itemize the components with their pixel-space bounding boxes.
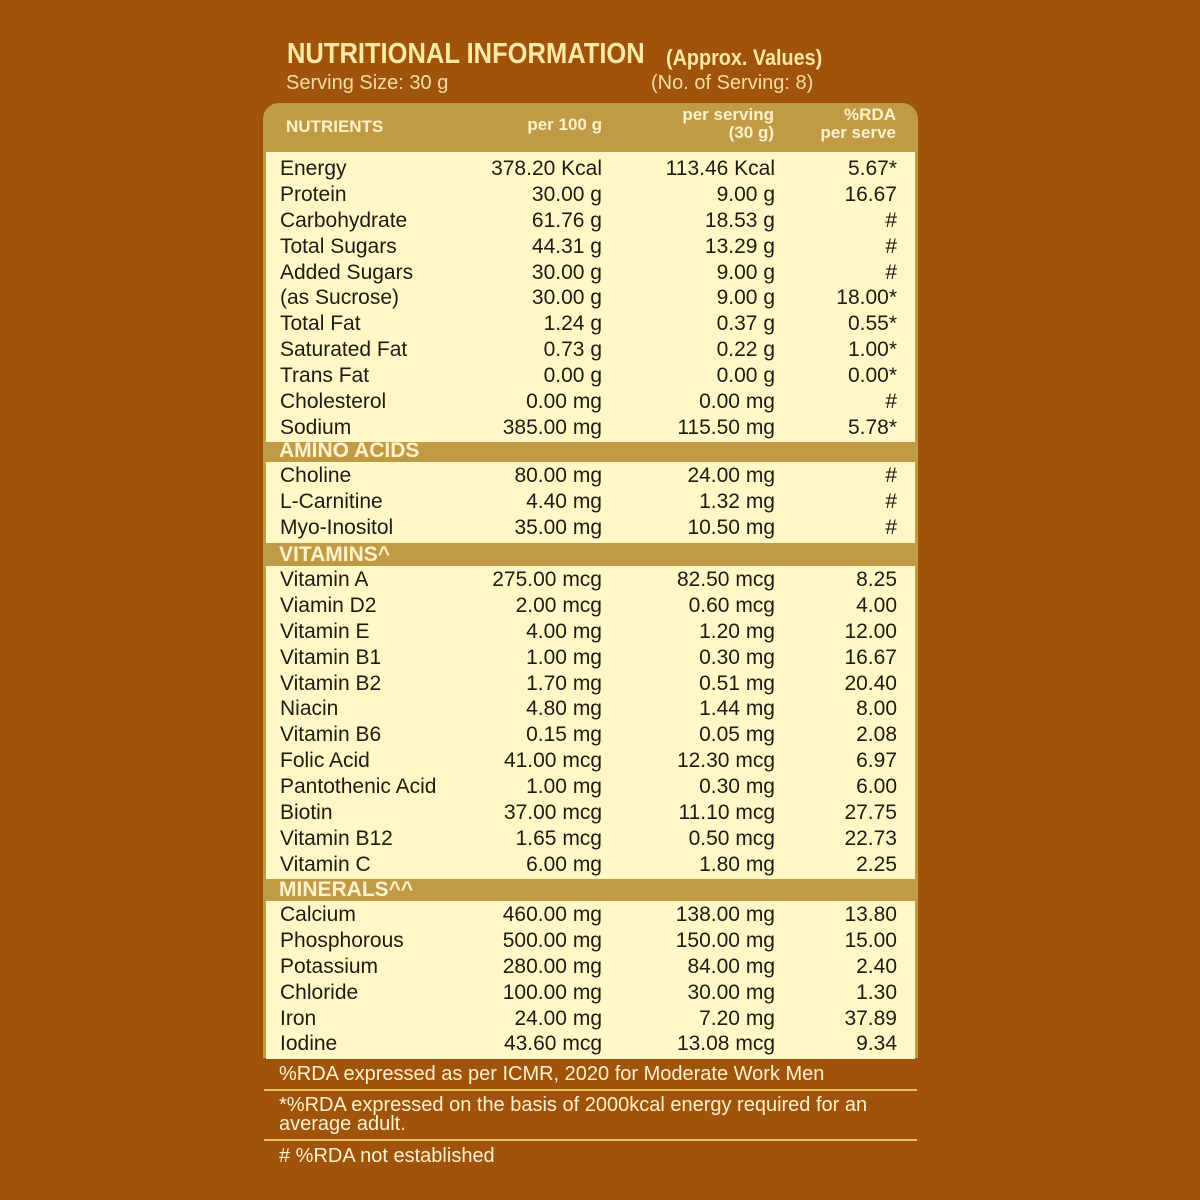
nutrient-name: Niacin (280, 697, 339, 721)
value-rda: # (885, 515, 897, 539)
value-per-serving: 150.00 mg (675, 928, 775, 952)
value-per-100g: 30.00 g (531, 286, 602, 310)
section-minerals: MINERALS^^ (279, 878, 414, 901)
value-per-100g: 24.00 mg (514, 1006, 602, 1030)
value-per-serving: 0.50 mcg (688, 826, 775, 850)
vitamins-block (266, 566, 915, 879)
value-per-100g: 41.00 mcg (503, 749, 602, 773)
table-row (266, 234, 915, 260)
value-rda: 16.67 (844, 182, 897, 206)
value-rda: # (885, 234, 897, 258)
table-row (266, 415, 915, 441)
nutrient-name: Myo-Inositol (280, 515, 394, 539)
value-per-serving: 9.00 g (716, 260, 775, 284)
value-per-100g: 30.00 g (531, 260, 602, 284)
nutrition-table (263, 103, 918, 1058)
value-per-100g: 1.65 mcg (515, 826, 602, 850)
value-per-serving: 9.00 g (716, 182, 775, 206)
footnote-energy-line1: *%RDA expressed on the basis of 2000kcal energy required for an (279, 1094, 868, 1116)
value-per-100g: 4.00 mg (526, 619, 602, 643)
value-per-serving: 82.50 mcg (676, 568, 775, 591)
value-rda: # (885, 464, 897, 487)
nutrient-name: Protein (280, 182, 347, 206)
table-row (266, 363, 915, 389)
value-per-100g: 0.00 mg (526, 390, 602, 414)
footnote-energy-line2: average adult. (279, 1113, 406, 1135)
value-rda: 4.00 (856, 593, 897, 617)
value-per-100g: 0.73 g (543, 338, 602, 362)
nutrient-name: Vitamin B1 (280, 645, 382, 669)
value-per-100g: 43.60 mcg (503, 1032, 602, 1056)
nutrient-name: Energy (280, 157, 347, 180)
table-row (266, 285, 915, 311)
value-per-serving: 0.22 g (716, 338, 775, 362)
value-per-serving: 30.00 mg (687, 980, 775, 1004)
column-header-rda-line1: %RDA (844, 105, 896, 124)
value-per-serving: 0.60 mcg (688, 593, 775, 617)
table-row (266, 722, 915, 748)
value-per-serving: 24.00 mg (687, 464, 775, 487)
nutrient-name: Vitamin B6 (280, 723, 382, 747)
table-row (266, 645, 915, 671)
nutrient-name: Folic Acid (280, 749, 370, 773)
table-row (266, 980, 915, 1006)
nutrient-name: Vitamin B12 (280, 826, 393, 850)
value-rda: 16.67 (844, 645, 897, 669)
table-row (266, 311, 915, 337)
value-per-serving: 0.00 mg (699, 390, 775, 414)
value-rda: 0.00* (847, 364, 897, 388)
table-row (266, 852, 915, 878)
table-row (266, 156, 915, 182)
value-rda: # (885, 390, 897, 414)
value-per-serving: 12.30 mcg (676, 749, 775, 773)
value-per-100g: 378.20 Kcal (491, 157, 602, 180)
nutrient-name: Vitamin B2 (280, 671, 382, 695)
value-rda: 18.00* (836, 286, 897, 310)
value-rda: 2.40 (856, 954, 897, 978)
page-title: NUTRITIONAL INFORMATION (287, 38, 645, 70)
serving-size: Serving Size: 30 g (286, 72, 449, 94)
divider (264, 1089, 917, 1091)
table-row (266, 826, 915, 852)
value-per-serving: 13.29 g (704, 234, 775, 258)
footnote-icmr: %RDA expressed as per ICMR, 2020 for Moderate Work Men (279, 1063, 825, 1085)
value-per-100g: 275.00 mcg (492, 568, 602, 591)
section-amino-acids: AMINO ACIDS (279, 439, 420, 462)
value-rda: 37.89 (844, 1006, 897, 1030)
value-per-serving: 0.37 g (716, 312, 775, 336)
footnote-rda-not-established: # %RDA not established (279, 1145, 495, 1167)
table-row (266, 1006, 915, 1032)
nutrient-name: Vitamin A (280, 568, 369, 591)
value-per-100g: 280.00 mg (502, 954, 602, 978)
value-rda: 12.00 (844, 619, 897, 643)
value-rda: 13.80 (844, 903, 897, 926)
nutrient-name: Vitamin E (280, 619, 370, 643)
nutrient-name: Sodium (280, 415, 352, 439)
nutrient-name: Cholesterol (280, 390, 387, 414)
value-per-100g: 1.00 mg (526, 645, 602, 669)
value-per-100g: 37.00 mcg (503, 801, 602, 825)
value-rda: 1.30 (856, 980, 897, 1004)
table-row (266, 593, 915, 619)
table-row (266, 748, 915, 774)
value-rda: # (885, 260, 897, 284)
minerals-block (266, 901, 915, 1059)
value-per-100g: 6.00 mg (526, 852, 602, 876)
nutrient-name: (as Sucrose) (280, 286, 400, 310)
value-per-100g: 35.00 mg (514, 515, 602, 539)
value-per-100g: 460.00 mg (502, 903, 602, 926)
value-rda: # (885, 208, 897, 232)
value-per-100g: 100.00 mg (502, 980, 602, 1004)
number-of-servings: (No. of Serving: 8) (651, 72, 814, 94)
table-row (266, 182, 915, 208)
value-per-100g: 80.00 mg (514, 464, 602, 487)
value-per-serving: 115.50 mg (677, 415, 775, 439)
nutrient-name: Carbohydrate (280, 208, 408, 232)
approx-values-label: (Approx. Values) (666, 45, 823, 70)
nutrient-name: Viamin D2 (280, 593, 377, 617)
value-per-serving: 7.20 mg (699, 1006, 775, 1030)
table-row (266, 671, 915, 697)
column-header-per-serving-line2: (30 g) (728, 123, 774, 142)
value-per-100g: 44.31 g (531, 234, 602, 258)
table-row (266, 260, 915, 286)
value-rda: 15.00 (844, 928, 897, 952)
table-row (266, 1031, 915, 1057)
value-rda: 5.78* (847, 415, 897, 439)
nutrient-name: Calcium (280, 903, 356, 926)
value-rda: 27.75 (844, 801, 897, 825)
divider (264, 1139, 917, 1141)
value-per-serving: 11.10 mcg (678, 801, 775, 825)
footnote-energy-basis (279, 1096, 867, 1134)
value-rda: 8.00 (856, 697, 897, 721)
value-per-100g: 4.80 mg (526, 697, 602, 721)
value-per-100g: 4.40 mg (526, 489, 602, 513)
nutrient-name: Phosphorous (280, 928, 404, 952)
value-rda: 20.40 (844, 671, 897, 695)
value-per-serving: 84.00 mg (687, 954, 775, 978)
table-row (266, 902, 915, 928)
value-rda: 9.34 (856, 1032, 897, 1056)
table-row (266, 567, 915, 593)
value-per-100g: 0.15 mg (526, 723, 602, 747)
value-rda: 0.55* (847, 312, 897, 336)
value-per-serving: 113.46 Kcal (665, 157, 775, 180)
table-row (266, 389, 915, 415)
table-row (266, 774, 915, 800)
table-row (266, 208, 915, 234)
value-rda: 22.73 (844, 826, 897, 850)
nutrient-name: Potassium (280, 954, 379, 978)
table-row (266, 515, 915, 541)
table-row (266, 928, 915, 954)
value-per-serving: 1.44 mg (699, 697, 775, 721)
value-rda: 2.08 (856, 723, 897, 747)
value-per-serving: 138.00 mg (675, 903, 775, 926)
section-vitamins: VITAMINS^ (279, 543, 391, 566)
table-row (266, 489, 915, 515)
value-rda: 1.00* (847, 338, 897, 362)
value-rda: 5.67* (847, 157, 897, 180)
value-per-serving: 1.32 mg (699, 489, 775, 513)
value-per-serving: 1.20 mg (699, 619, 775, 643)
nutrient-name: Biotin (280, 801, 333, 825)
value-per-100g: 1.70 mg (526, 671, 602, 695)
value-per-serving: 0.00 g (716, 364, 775, 388)
column-header-rda (820, 106, 896, 142)
value-per-100g: 500.00 mg (502, 928, 602, 952)
value-rda: # (885, 489, 897, 513)
nutrient-name: Chloride (280, 980, 359, 1004)
value-per-100g: 30.00 g (531, 182, 602, 206)
value-rda: 6.00 (856, 775, 897, 799)
value-per-serving: 0.30 mg (699, 645, 775, 669)
value-per-100g: 1.00 mg (526, 775, 602, 799)
nutrient-name: Trans Fat (280, 364, 370, 388)
value-per-100g: 2.00 mcg (515, 593, 602, 617)
value-rda: 8.25 (856, 568, 897, 591)
value-per-serving: 18.53 g (704, 208, 775, 232)
table-row (266, 800, 915, 826)
value-per-100g: 1.24 g (543, 312, 602, 336)
value-rda: 2.25 (856, 852, 897, 876)
column-header-nutrients: NUTRIENTS (286, 117, 384, 136)
nutrient-name: Added Sugars (280, 260, 414, 284)
value-per-serving: 1.80 mg (699, 852, 775, 876)
value-per-100g: 385.00 mg (502, 415, 602, 439)
table-row (266, 337, 915, 363)
value-per-serving: 0.51 mg (699, 671, 775, 695)
nutrient-name: Iron (280, 1006, 317, 1030)
value-per-100g: 0.00 g (543, 364, 602, 388)
nutrients-block (266, 152, 915, 442)
table-row (266, 954, 915, 980)
nutrient-name: Total Fat (280, 312, 361, 336)
nutrient-name: Saturated Fat (280, 338, 408, 362)
column-header-rda-line2: per serve (820, 123, 896, 142)
table-row (266, 463, 915, 489)
nutrient-name: Vitamin C (280, 852, 371, 876)
table-row (266, 696, 915, 722)
value-per-serving: 0.05 mg (699, 723, 775, 747)
nutrient-name: Total Sugars (280, 234, 397, 258)
value-per-serving: 10.50 mg (687, 515, 775, 539)
value-per-serving: 9.00 g (716, 286, 775, 310)
value-per-serving: 0.30 mg (699, 775, 775, 799)
value-rda: 6.97 (856, 749, 897, 773)
table-row (266, 619, 915, 645)
value-per-100g: 61.76 g (531, 208, 602, 232)
column-header-per-100g: per 100 g (527, 115, 602, 134)
nutrient-name: L-Carnitine (280, 489, 383, 513)
nutrient-name: Iodine (280, 1032, 338, 1056)
value-per-serving: 13.08 mcg (676, 1032, 775, 1056)
amino-acids-block (266, 462, 915, 543)
nutrient-name: Choline (280, 464, 352, 487)
column-header-per-serving-line1: per serving (682, 105, 774, 124)
column-header-per-serving (682, 106, 774, 142)
nutrient-name: Pantothenic Acid (280, 775, 437, 799)
